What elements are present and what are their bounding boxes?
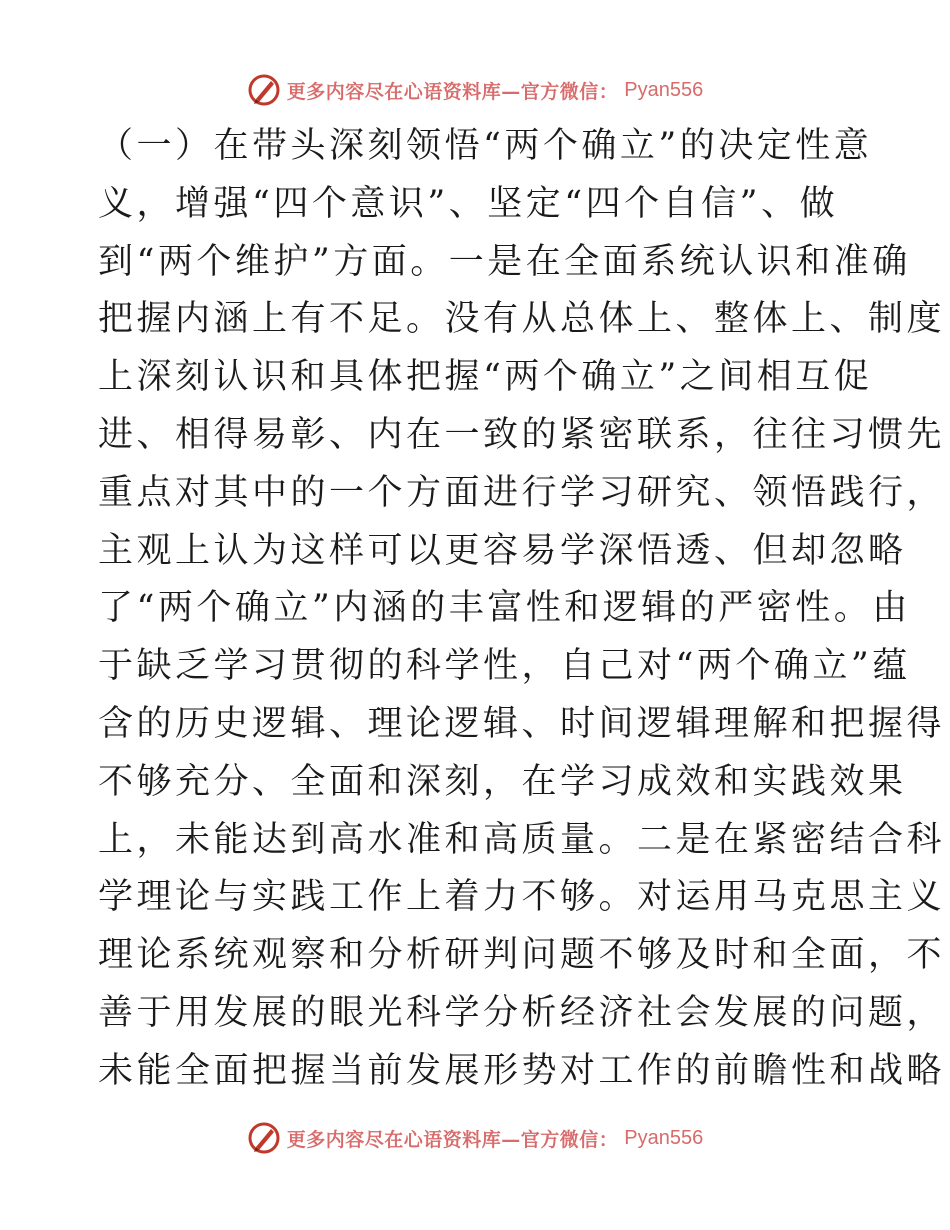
pen-logo-icon bbox=[247, 73, 281, 107]
watermark-text: 更多内容尽在心语资料库—官方微信： bbox=[286, 1128, 619, 1151]
text-line: 了“两个确立”内涵的丰富性和逻辑的严密性。由 bbox=[98, 588, 911, 629]
text-line: 含的历史逻辑、理论逻辑、时间逻辑理解和把握得 bbox=[98, 703, 946, 744]
text-line: （一）在带头深刻领悟“两个确立”的决定性意 bbox=[98, 126, 873, 166]
text-line: 理论系统观察和分析研判问题不够及时和全面，不 bbox=[98, 935, 946, 976]
text-line: 把握内涵上有不足。没有从总体上、整体上、制度 bbox=[98, 299, 946, 340]
text-line: 上，未能达到高水准和高质量。二是在紧密结合科 bbox=[98, 819, 946, 860]
text-line: 不够充分、全面和深刻，在学习成效和实践效果 bbox=[98, 761, 907, 802]
text-line: 主观上认为这样可以更容易学深悟透、但却忽略 bbox=[98, 530, 907, 571]
pen-logo-icon bbox=[247, 1121, 281, 1155]
text-line: 上深刻认识和具体把握“两个确立”之间相互促 bbox=[98, 357, 873, 398]
document-body bbox=[98, 118, 946, 1101]
text-line: 到“两个维护”方面。一是在全面系统认识和准确 bbox=[98, 241, 911, 282]
text-line: 未能全面把握当前发展形势对工作的前瞻性和战略 bbox=[98, 1050, 946, 1091]
text-line: 进、相得易彰、内在一致的紧密联系，往往习惯先 bbox=[98, 414, 946, 455]
watermark-text: 更多内容尽在心语资料库—官方微信： bbox=[286, 80, 619, 103]
text-line: 学理论与实践工作上着力不够。对运用马克思主义 bbox=[98, 877, 946, 918]
text-line: 善于用发展的眼光科学分析经济社会发展的问题， bbox=[98, 992, 946, 1033]
watermark-header bbox=[0, 70, 950, 110]
text-line: 义，增强“四个意识”、坚定“四个自信”、做 bbox=[98, 183, 839, 224]
watermark-wechat-id: Pyan556 bbox=[624, 78, 704, 101]
text-line: 于缺乏学习贯彻的科学性，自己对“两个确立”蕴 bbox=[98, 646, 911, 687]
text-line: 重点对其中的一个方面进行学习研究、领悟践行， bbox=[98, 472, 946, 513]
watermark-footer bbox=[0, 1118, 950, 1158]
watermark-wechat-id: Pyan556 bbox=[624, 1126, 704, 1149]
